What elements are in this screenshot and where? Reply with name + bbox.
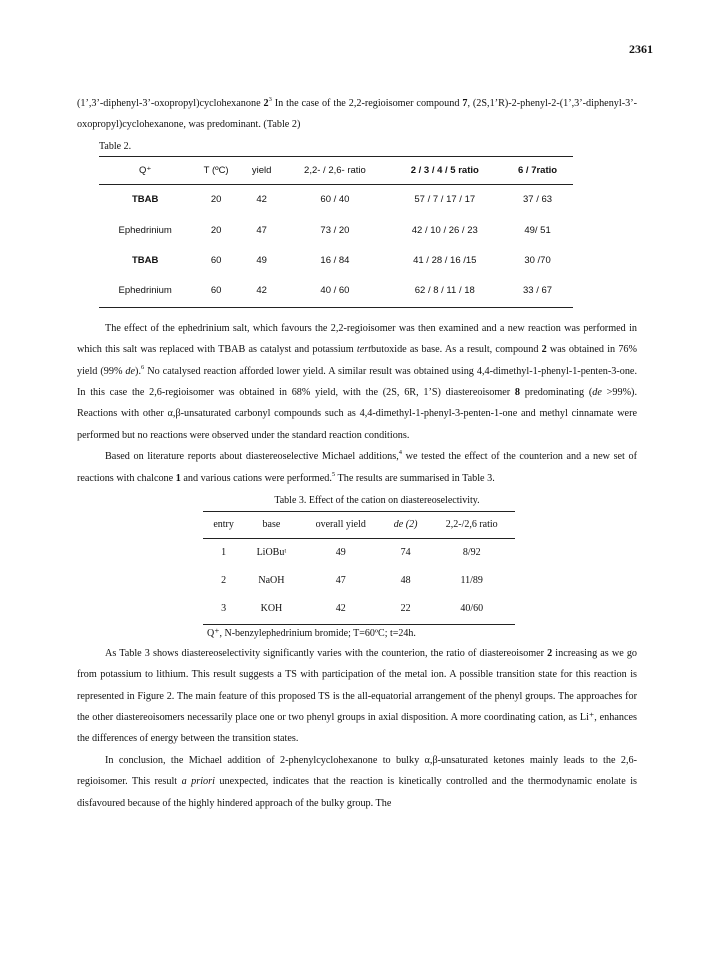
table-header-cell: 2 / 3 / 4 / 5 ratio xyxy=(387,156,502,184)
table-3 xyxy=(203,511,515,625)
table-row xyxy=(99,216,573,246)
table-cell: TBAB xyxy=(131,255,159,267)
table-cell: 47 xyxy=(256,224,267,236)
table-cell: 20 xyxy=(210,194,222,206)
table-cell: Ephedrinium xyxy=(99,276,191,307)
table-cell: 33 / 67 xyxy=(502,276,573,307)
paragraph-intro: (1’,3’-diphenyl-3’-oxopropyl)cyclohexanone $2^3$ In the case of the 2,2-regioisomer compound 7, (2S,1’R)-2-phenyl-2-(1’,3’-diphenyl-3’-oxopropyl)cyclohexanone, was predominant. (Table 2) xyxy=(77,96,637,131)
table-row xyxy=(203,567,515,595)
table-cell: 42 xyxy=(299,595,383,624)
table-cell: 57 / 7 / 17 / 17 xyxy=(414,194,476,206)
table-2-caption: Table 2. xyxy=(99,140,132,152)
table-header-cell: T (ºC) xyxy=(191,156,241,184)
table-3-caption: Table 3. Effect of the cation on diastereoselectivity. xyxy=(274,495,480,507)
table-cell: 1 xyxy=(221,546,227,558)
table-cell: 60 / 40 xyxy=(320,194,350,206)
table-cell: 73 / 20 xyxy=(320,224,350,236)
table-cell: 40/60 xyxy=(428,595,515,624)
table-header-cell: 2,2- / 2,6- ratio xyxy=(282,156,387,184)
table-cell: 48 xyxy=(400,574,411,586)
table-header-cell: Q⁺ xyxy=(99,156,191,184)
table-header-cell: yield xyxy=(241,156,282,184)
table-cell: 60 xyxy=(210,255,222,267)
table-3-footnote: Q⁺, N-benzylephedrinium bromide; T=60ºC; t=24h. xyxy=(207,627,416,639)
table-cell: 8/92 xyxy=(462,546,481,558)
table-header-cell: 2,2-/2,6 ratio xyxy=(428,512,515,538)
table-cell: KOH xyxy=(244,595,298,624)
table-3-block xyxy=(77,491,637,643)
table-cell: LiOBuᵗ xyxy=(256,546,287,558)
table-row xyxy=(99,246,573,276)
table-cell: 62 / 8 / 11 / 18 xyxy=(387,276,502,307)
table-header-cell: entry xyxy=(203,512,244,538)
table-cell: 60 xyxy=(191,276,241,307)
table-cell: 40 / 60 xyxy=(282,276,387,307)
table-cell: 22 xyxy=(383,595,429,624)
table-row xyxy=(203,595,515,624)
table-cell: 3 xyxy=(203,595,244,624)
paragraph-ephedrinium: The effect of the ephedrinium salt, which favours the 2,2-regioisomer was then examined and a new reaction was performed in which this salt was replaced with TBAB as catalyst and potassium tertbutoxide as base. As a result, compound 2 was obtained in 76% yield (99% de).$^6$ No catalysed reaction afforded lower yield. A similar result was obtained using 4,4-dimethyl-1-phenyl-1-penten-3-one. In this case the 2,6-regioisomer was obtained in 68% yield, with the (2S, 6R, 1’S) diastereoisomer 8 predominating (de >99%). Reactions with other α,β-unsaturated carbonyl compounds such as 4,4-dimethyl-1-phenyl-3-penten-1-one and methyl cinnamate were performed but no reactions were observed under the standard reaction conditions. xyxy=(77,322,638,441)
table-row xyxy=(99,185,573,216)
table-cell: Ephedrinium xyxy=(118,224,172,236)
table-cell: 47 xyxy=(335,574,346,586)
table-cell: 30 /70 xyxy=(524,255,551,267)
table-cell: 20 xyxy=(210,224,222,236)
table-header-cell: overall yield xyxy=(299,512,383,538)
table-cell: 49 xyxy=(335,546,346,558)
table-cell: TBAB xyxy=(131,194,159,206)
table-cell: NaOH xyxy=(258,574,285,586)
table-cell: 42 / 10 / 26 / 23 xyxy=(411,224,478,236)
table-cell: 42 xyxy=(241,276,282,307)
paragraph-discussion: As Table 3 shows diastereoselectivity significantly varies with the counterion, the ratio of diastereoisomer 2 increasing as we go from potassium to lithium. This result suggests a TS with participation of the metal ion. A possible transition state for this reaction is represented in Figure 2. The main feature of this proposed TS is the all-equatorial arrangement of the phenyl groups. The approaches for the other diastereoisomers necessarily place one or two phenyl groups in axial disposition. A more coordinating cation, as Li⁺, enhances the differences of energy between the transition states. xyxy=(77,647,638,745)
table-cell: 11/89 xyxy=(460,574,483,586)
table-header-cell: 6 / 7ratio xyxy=(502,156,573,184)
table-cell: 41 / 28 / 16 /15 xyxy=(413,255,477,267)
table-cell: 2 xyxy=(221,574,227,586)
table-cell: 42 xyxy=(256,194,267,206)
article-body xyxy=(77,93,637,814)
table-row xyxy=(99,276,573,307)
page-number: 2361 xyxy=(629,42,653,56)
table-cell: 37 / 63 xyxy=(523,194,553,206)
table-header-cell: de (2) xyxy=(383,512,429,538)
table-header-cell: base xyxy=(244,512,298,538)
paragraph-conclusion: In conclusion, the Michael addition of 2-phenylcyclohexanone to bulky α,β-unsaturated ketones mainly leads to the 2,6-regioisomer. This result a priori unexpected, indicates that the reaction is kinetically controlled and the thermodynamic enolate is disfavoured because of the highly hindered approach of the bulky group. The xyxy=(77,754,637,809)
paragraph-counterion: Based on literature reports about diastereoselective Michael additions,$^4$ we tested the effect of the counterion and a new set of reactions with chalcone 1 and various cations were performed.$^5$ The results are summarised in Table 3. xyxy=(77,449,637,484)
table-row xyxy=(203,538,515,567)
table-2 xyxy=(99,156,573,308)
table-cell: 49/ 51 xyxy=(524,224,551,236)
table-cell: 16 / 84 xyxy=(320,255,350,267)
table-cell: 74 xyxy=(400,546,411,558)
table-cell: 49 xyxy=(256,255,267,267)
